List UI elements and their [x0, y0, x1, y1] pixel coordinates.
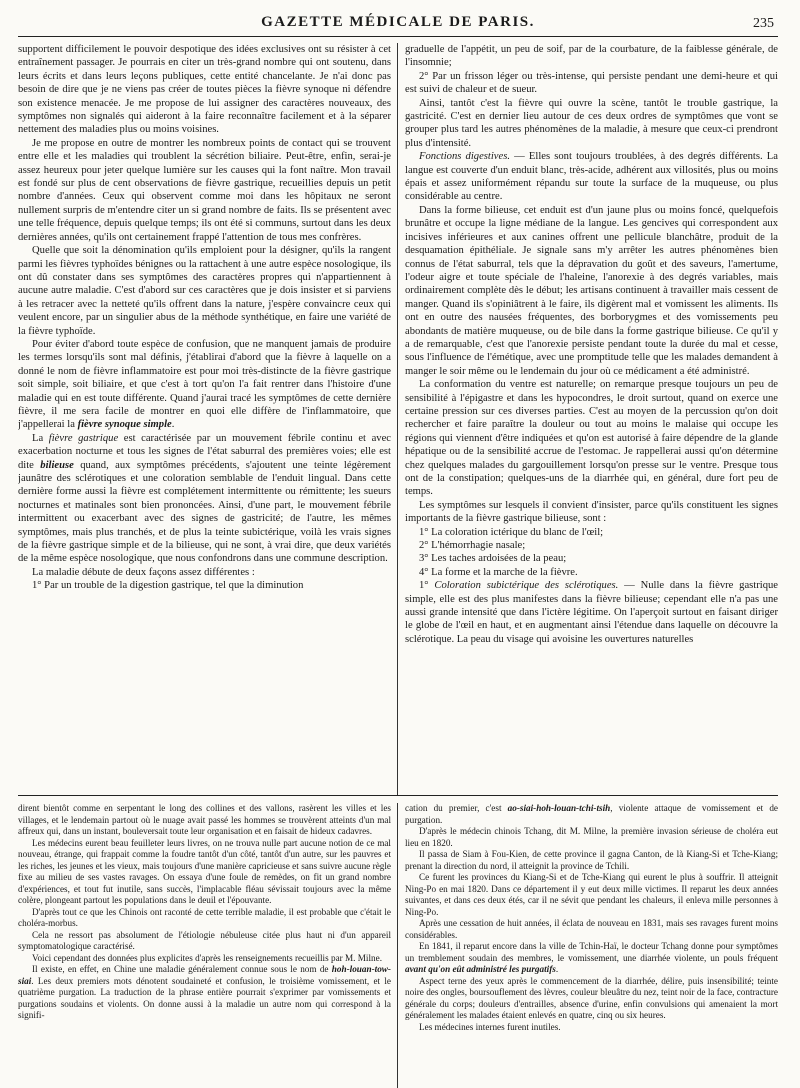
- paragraph: [18, 579, 391, 592]
- paragraph: [405, 803, 778, 826]
- text-run: , violente attaque de vomissement et de purgation.: [405, 803, 778, 825]
- paragraph: [405, 204, 778, 378]
- paragraph: [405, 872, 778, 918]
- text-run: dirent bientôt comme en serpentant le long des collines et des vallons, rasèrent les villes et les villages, et le lendemain partout où le nuage avait passé les hommes se trouvèrent atteints d'un mal affreux qui, dans un instant, bouleversait toute leur organisation et en faisait de hideux cadavres.: [18, 803, 391, 836]
- paragraph: [405, 1022, 778, 1034]
- paragraph: [405, 43, 778, 70]
- text-run: 3° Les taches ardoisées de la peau;: [419, 553, 567, 565]
- italic-term: fièvre synoque simple: [77, 419, 172, 431]
- page-header: [18, 14, 778, 37]
- text-run: .: [555, 964, 559, 974]
- paragraph: [405, 552, 778, 565]
- text-run: Il existe, en effet, en Chine une maladie généralement connue sous le nom de: [32, 964, 332, 974]
- italic-term: Fonctions digestives.: [419, 151, 510, 163]
- text-run: . Les deux premiers mots dénotent soudaineté et confusion, le troisième vomissement, et le quatrième purgation. La traduction de la phrase entière pourrait s'exprimer par vomissements et purgations soudains et violents. On donne aussi à la maladie un autre nom qui correspond à la signifi-: [18, 975, 391, 1020]
- paragraph: [18, 953, 391, 965]
- text-run: Après une cessation de huit années, il éclata de nouveau en 1831, mais ses ravages furent moins considérables.: [405, 918, 778, 940]
- text-run: 2° Par un frisson léger ou très-intense, qui persiste pendant une demi-heure et qui est suivi de chaleur et de sueur.: [405, 70, 778, 96]
- text-run: — Nulle dans la fièvre gastrique simple, elle est des plus manifestes dans la fièvre bilieuse; cependant elle n'a pas une aussi grande intensité que dans l'ictère légitime. On l'aperçoit surtout en faisant diriger le globe de l'œil en haut, et en augmentant ainsi l'étendue dans laquelle on découvre la sclérotique. La peau du visage qui avoisine les ouvertures naturelles: [405, 580, 778, 645]
- text-run: Les symptômes sur lesquels il convient d'insister, parce qu'ils constituent les signes importants de la fièvre gastrique bilieuse, sont :: [405, 499, 778, 525]
- text-run: 1° La coloration ictérique du blanc de l'œil;: [419, 526, 604, 538]
- text-run: — Elles sont toujours troublées, à des degrés différents. La langue est couverte d'un enduit blanc, très-acide, adhérent aux villosités, plus ou moins épais et assez uniformément répandu sur toute la surface de la muqueuse, ou plus considérable au centre.: [405, 151, 778, 203]
- paragraph: [405, 826, 778, 849]
- text-run: Quelle que soit la dénomination qu'ils emploient pour la désigner, qu'ils la rangent parmi les fièvres typhoïdes bénignes ou la rattachent à une autre espèce nosologique, ils ont dû constater dans ses symptômes des caractères propres qui n'appartiennent à aucune autre maladie. C'est d'abord sur ces caractères que je dois insister et si parviens à les retracer avec la netteté qu'ils offrent dans la nature, j'espère convaincre ceux qui veulent encore, par un singulier abus de la méthode synthétique, en faire une variété de la fièvre typhoïde.: [18, 245, 391, 337]
- journal-title: GAZETTE MÉDICALE DE PARIS.: [261, 14, 535, 30]
- text-run: .: [171, 419, 175, 431]
- italic-term: ao-siai-hoh-louan-tchi-tsih: [507, 803, 611, 813]
- text-run: D'après le médecin chinois Tchang, dit M. Milne, la première invasion sérieuse de choléra eut lieu en 1820.: [405, 826, 778, 848]
- text-run: Voici cependant des données plus explicites d'après les renseignements recueillis par M. Milne.: [32, 952, 383, 963]
- text-run: En 1841, il reparut encore dans la ville de Tchin-Haï, le docteur Tchang donne pour symptômes un tremblement soudain des membres, le vomissement, une diarrhée violente, un pouls fréquent: [405, 941, 778, 963]
- text-run: Les médecins eurent beau feuilleter leurs livres, on ne trouva nulle part aucune notion de ce mal nouveau, étrange, qui frappait comme la foudre tantôt d'un côté, tantôt d'un autre, sur les pauvres et les riches, les jeunes et les vieux, mais toujours d'une manière capricieuse et sans suivre aucune règle fixe au milieu de ses vastes ravages. On essaya d'une foule de remèdes, on fit un grand nombre d'expériences, et tout fut inutile, sans succès, l'implacable fléau sévissait toujours avec la même colère, plongeant partout les populations dans le deuil et l'épouvante.: [18, 837, 391, 905]
- paragraph: [18, 137, 391, 244]
- text-run: La: [32, 432, 49, 444]
- paragraph: [405, 499, 778, 526]
- text-run: Je me propose en outre de montrer les nombreux points de contact qui se trouvent entre elle et les maladies qui troublent la sécrétion biliaire. Peut-être, enfin, serai-je assez heureux pour jeter quelque lumière sur les causes qui la font naître. Mon travail est fondé sur plus de cent observations de fièvre gastrique, recueillies depuis un petit nombre d'années. Ceux qui observent comme moi dans les hôpitaux ne seront nullement surpris de m'entendre citer un si grand nombre de faits. Ils se présentent avec une telle fréquence, depuis quelque temps; ils ont été si communs, surtout dans les deux dernières années, qu'ils ont certainement frappé l'attention de tous mes confrères.: [18, 137, 391, 243]
- upper-left-column: [18, 43, 398, 795]
- text-run: graduelle de l'appétit, un peu de soif, par de la courbature, de la faiblesse générale, de l'insomnie;: [405, 44, 778, 69]
- text-run: cation du premier, c'est: [405, 803, 508, 813]
- text-run: Les médecines internes furent inutiles.: [419, 1021, 561, 1032]
- text-run: 1°: [419, 580, 435, 592]
- paragraph: [405, 150, 778, 204]
- text-run: La maladie débute de deux façons assez différentes :: [32, 566, 255, 578]
- text-run: Aspect terne des yeux après le commencement de la diarrhée, délire, puis insensibilité; teinte noire des ongles, boursouflement des lèvres, couleur bleuâtre du nez, teint noir de la face, contracture générale du corps; douleurs d'entrailles, absence d'urine, enfin convulsions qui amenaient la mort généralement les malades étaient enlevés en quatre, cinq ou six heures.: [405, 975, 778, 1020]
- paragraph: [18, 964, 391, 1022]
- text-run: quand, aux symptômes précédents, s'ajoutent une teinte légèrement jaunâtre des sclérotiques et une coloration semblable de l'enduit lingual. Dans cette dernière forme aussi la fièvre est complétement intermittente ou rémittente; les sueurs nocturnes et matinales sont bien prononcées. Ainsi, d'une part, le mouvement fébrile intermittent ou exacerbant avec des signes de gastricité; de l'autre, les mêmes symptômes, mais plus tranchés, et de plus la teinte subictérique, voilà les vrais signes de la fièvre gastrique simple et de la bilieuse, qui ne sont, à vrai dire, que deux variétés de la même espèce nosologique, que nous confondrons dans une commune description.: [18, 459, 391, 565]
- lower-right-column: [398, 803, 778, 1088]
- paragraph: [405, 526, 778, 539]
- paragraph: [18, 907, 391, 930]
- paragraph: [18, 566, 391, 579]
- upper-right-column: [398, 43, 778, 795]
- italic-term: hoh-louan-tow-siai: [18, 964, 391, 986]
- paragraph: [405, 976, 778, 1022]
- paragraph: [405, 849, 778, 872]
- text-run: 2° L'hémorrhagie nasale;: [419, 540, 526, 552]
- italic-term: fièvre gastrique: [48, 432, 119, 444]
- text-run: D'après tout ce que les Chinois ont raconté de cette terrible maladie, il est probable que c'était le choléra-morbus.: [18, 906, 391, 928]
- feuilleton: [18, 803, 778, 1088]
- italic-term: Coloration subictérique des sclérotiques.: [434, 580, 619, 592]
- paragraph: [18, 838, 391, 907]
- paragraph: [18, 803, 391, 838]
- paragraph: [18, 338, 391, 432]
- paragraph: [405, 70, 778, 97]
- text-run: supportent difficilement le pouvoir despotique des idées exclusives ont su résister à cet entraînement passager. Je pourrais en citer un très-grand nombre qui ont soutenu, dans leurs écrits et dans leurs leçons publiques, cette entité chancelante. Je n'ai donc pas besoin de dire que je ne viens pas créer de toutes pièces la fièvre synoque ni défendre son existence menacée. Je me propose de lui assigner des caractères nouveaux, des symptômes non signalés qui aideront à la faire reconnaître facilement et à la séparer nettement des maladies plus ou moins voisines.: [18, 44, 391, 136]
- text-run: 1° Par un trouble de la digestion gastrique, tel que la diminution: [32, 580, 304, 592]
- paragraph: [405, 97, 778, 151]
- paragraph: [18, 930, 391, 953]
- page-number: 235: [753, 16, 774, 31]
- paragraph: [405, 941, 778, 976]
- italic-term: avant qu'on eût administré les purgatifs: [405, 964, 556, 974]
- paragraph: [18, 432, 391, 566]
- text-run: Dans la forme bilieuse, cet enduit est d'un jaune plus ou moins foncé, quelquefois brunâtre et occupe la ligne médiane de la langue. Les gencives qui correspondent aux incisives inférieures et aux canines offrent une pellicule blanchâtre, produit de la desquamation épithéliale. Je signale sans m'y arrêter les autres phénomènes bien connus de l'état saburral, tels que la dépravation du goût et des saveurs, l'amertume, l'odeur aigre et toute spéciale de l'haleine, l'anorexie à des degrés variables, mais ordinairement complète dès le début; les artisans continuent à travailler mais cessent de manger. Quand ils s'opiniâtrent à le faire, ils digèrent mal et vomissent les aliments. Ils ont en outre des nausées fréquentes, des borborygmes et des vomissements peu abondants de matière muqueuse, ou de bile dans la forme gastrique bilieuse. Ce qu'il y a de remarquable, c'est que l'anorexie persiste pendant toute la durée du mal et cesse, sous l'influence de l'émétique, avec une promptitude telle que les malades demandent à manger le soir même ou le lendemain du jour où ce médicament a été administré.: [405, 204, 778, 377]
- text-run: Pour éviter d'abord toute espèce de confusion, que ne manquent jamais de produire les termes lorsqu'ils sont mal définis, j'établirai d'abord que la fièvre à laquelle on a donné le nom de fièvre inflammatoire est pour moi très-distincte de la fièvre gastrique soit simple, soit biliaire, et que c'est à tort qu'on l'a fait rentrer dans l'histoire d'une maladie qui en est toute différente. Quand j'aurai tracé les symptômes de cette dernière fièvre, il me sera facile de montrer en quoi elle diffère de l'inflammatoire, que j'appellerai la: [18, 338, 391, 431]
- paragraph: [405, 539, 778, 552]
- paragraph: [405, 378, 778, 499]
- text-run: Ce furent les provinces du Kiang-Si et de Tche-Kiang qui eurent le plus à souffrir. Il atteignit Ning-Po en mai 1820. Dans ce département il y eut deux mille victimes. Il reparut les deux années suivantes, et dans ces deux étés, car il ne sévit que pendant les chaleurs, il enleva mille personnes à Ning-Po.: [405, 872, 778, 917]
- paragraph: [405, 566, 778, 579]
- italic-term: bilieuse: [40, 459, 74, 471]
- main-article: [18, 43, 778, 796]
- text-run: 4° La forme et la marche de la fièvre.: [419, 566, 578, 578]
- text-run: La conformation du ventre est naturelle; on remarque presque toujours un peu de sensibilité à l'épigastre et dans les hypocondres, le droit surtout, quand on exerce une certaine pression sur ces diverses parties. C'est au moyen de la percussion qu'on doit rechercher et faire paraître la douleur ou tout au moins le malaise qui occupe les régions qui viennent d'être indiquées et qu'on est autorisé à faire dépendre de la glande hépatique ou de la sensibilité accrue de l'estomac. Je rappellerai aussi qu'on détermine chez quelques malades du gargouillement lorsqu'on presse sur le ventre. Presque tous ont de la constipation; quelques-uns de la diarrhée qui, en général, dure fort peu de temps.: [405, 379, 778, 498]
- paragraph: [18, 43, 391, 137]
- paragraph: [405, 918, 778, 941]
- text-run: est caractérisée par un mouvement fébrile continu et avec exacerbation nocturne et tous les signes de l'état saburral des premières voies; elle est dite: [18, 432, 391, 471]
- paragraph: [405, 579, 778, 646]
- paragraph: [18, 244, 391, 338]
- text-run: Il passa de Siam à Fou-Kien, de cette province il gagna Canton, de là Kiang-Si et Tche-Kiang; prenant la direction du nord, il atteignit la province de Tchili.: [405, 849, 778, 871]
- text-run: Ainsi, tantôt c'est la fièvre qui ouvre la scène, tantôt le trouble gastrique, la gastricité. C'est en dernier lieu autour de ces deux ordres de symptômes que vont se grouper plus tard les autres phénomènes de la maladie, à mesure que ceux-ci prendront plus d'intensité.: [405, 97, 778, 149]
- lower-left-column: [18, 803, 398, 1088]
- text-run: Cela ne ressort pas absolument de l'étiologie nébuleuse citée plus haut ni d'un appareil symptomatologique caractérisé.: [18, 929, 391, 951]
